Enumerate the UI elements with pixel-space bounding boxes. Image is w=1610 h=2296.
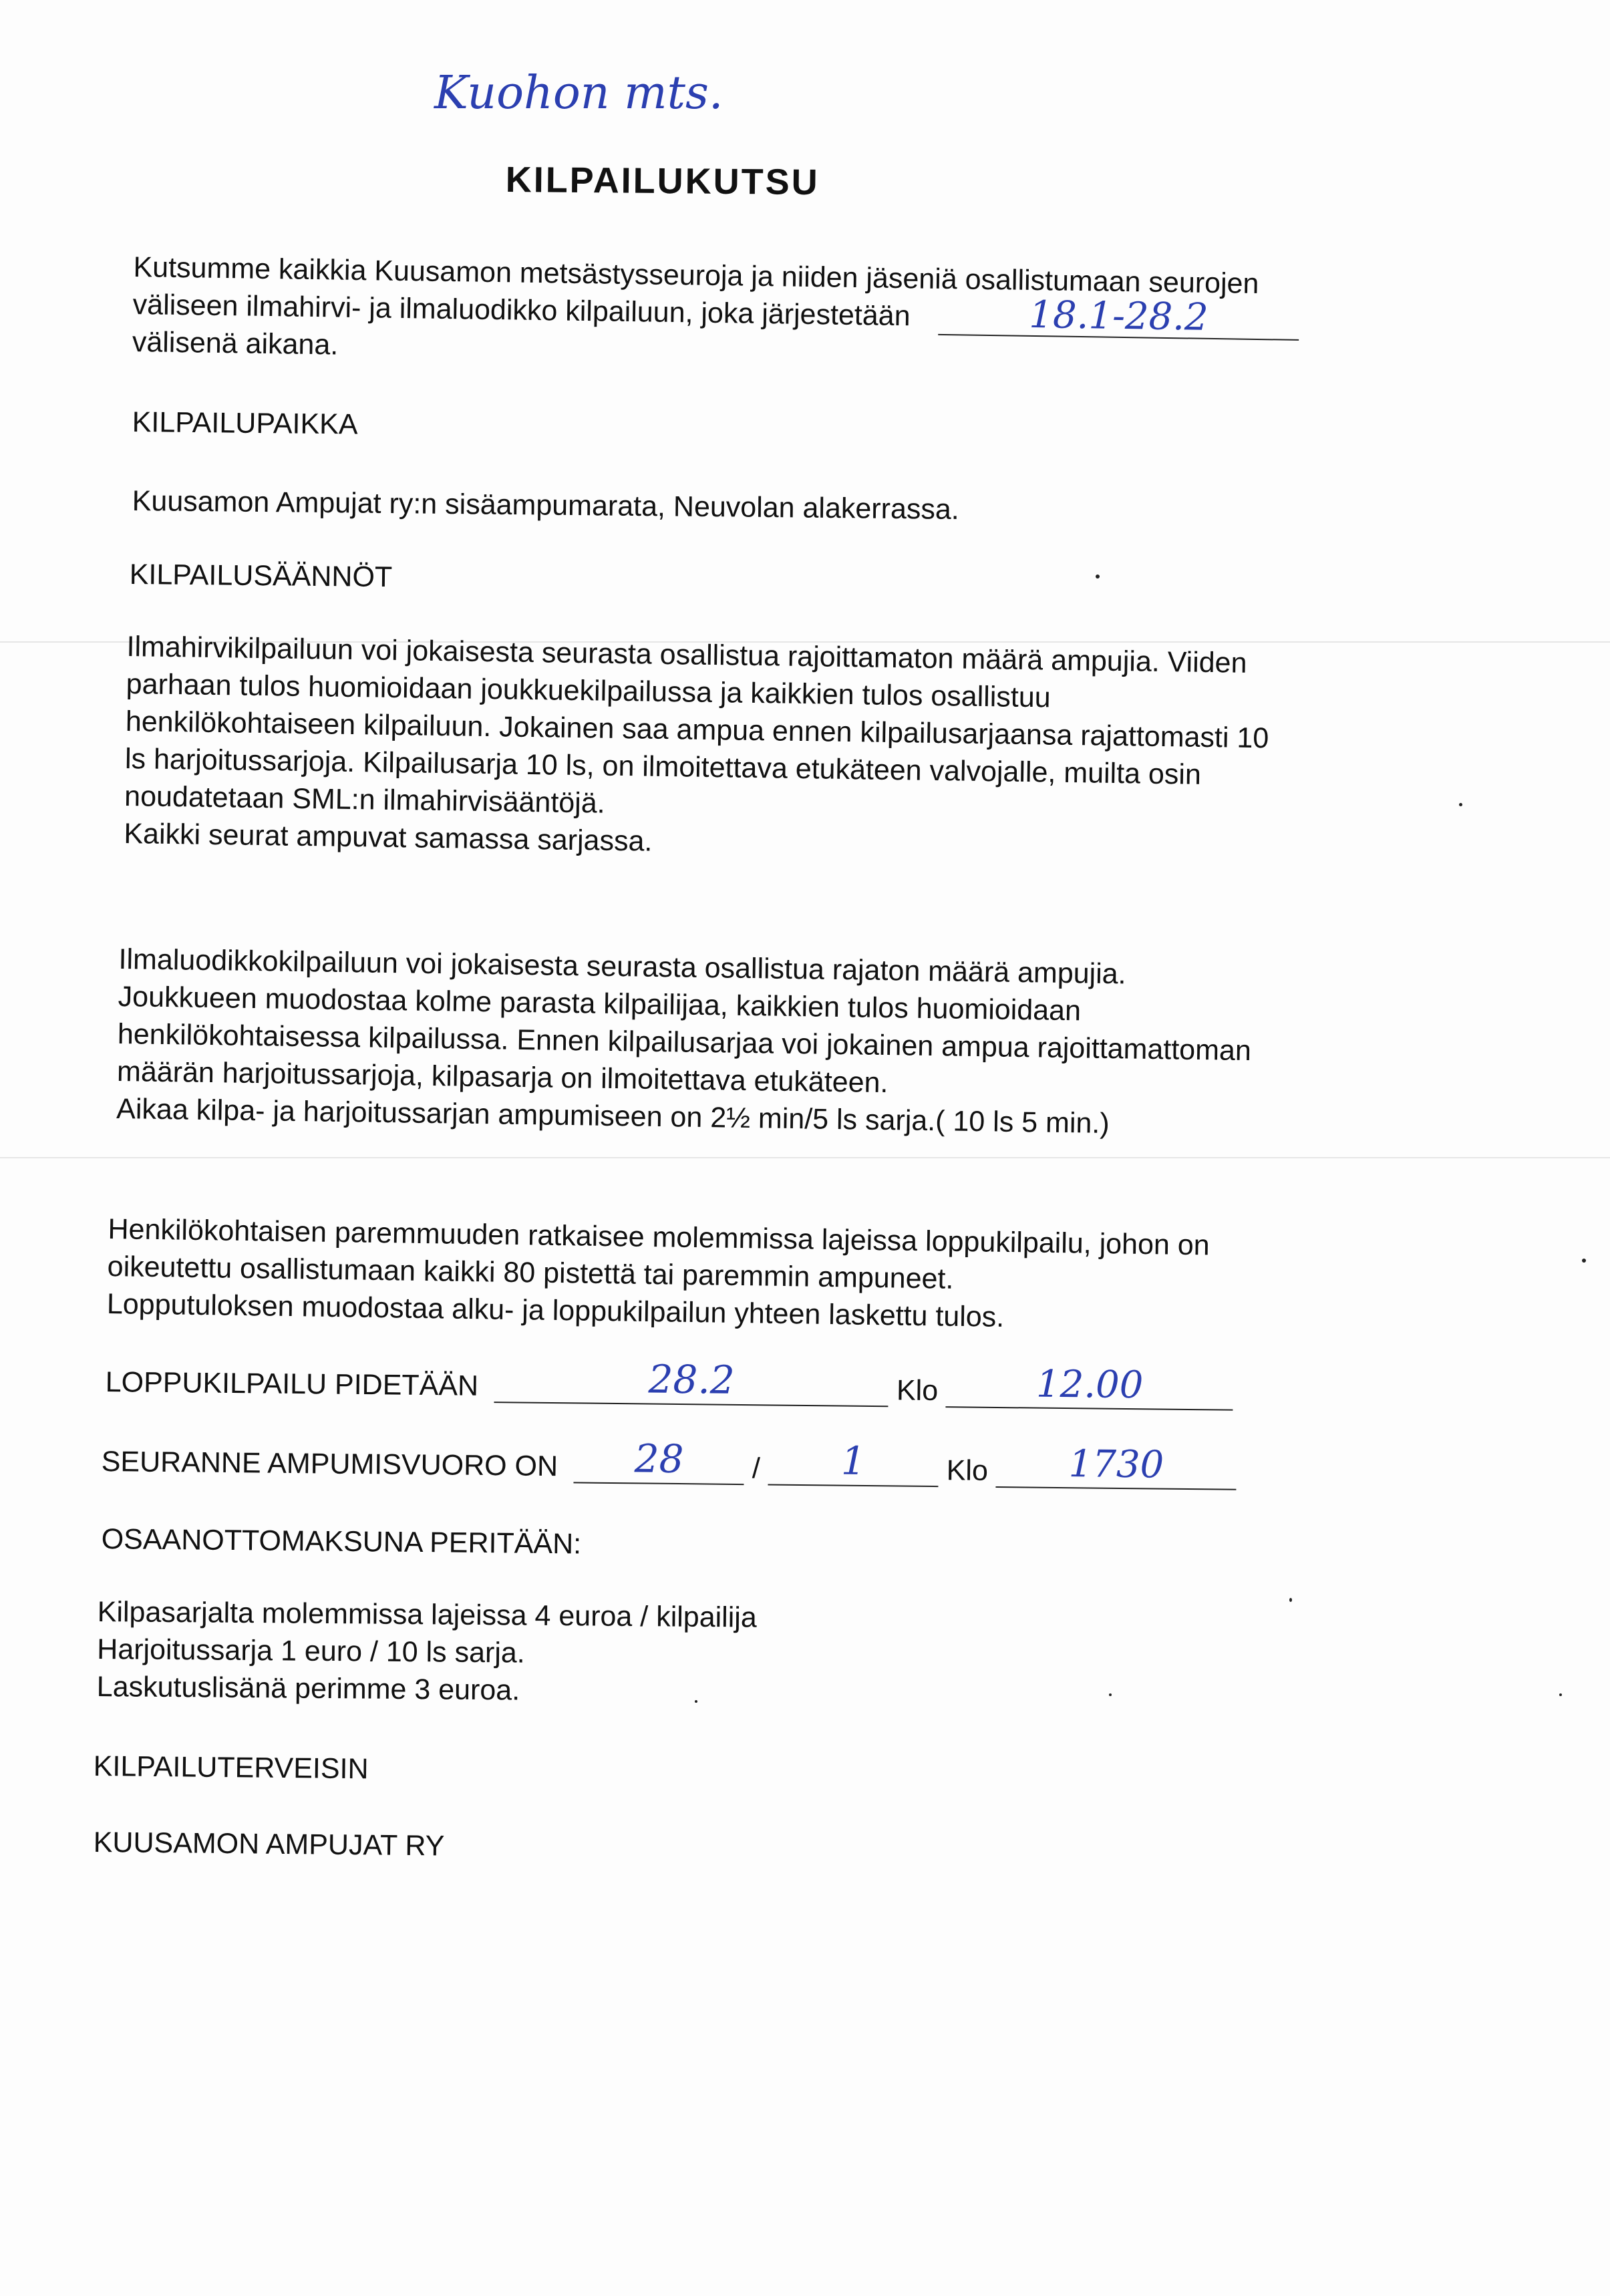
place-text: Kuusamon Ampujat ry:n sisäampumarata, Neuvolan alakerrassa. (132, 485, 959, 526)
intro-paragraph (132, 249, 1300, 378)
speck (1096, 575, 1100, 579)
rules-line: ls harjoitussarjoja. Kilpailusarja 10 ls, on ilmoitettava etukäteen valvojalle, muilta osin (124, 742, 1202, 791)
final-time-field (946, 1362, 1233, 1411)
date-range-field (938, 293, 1299, 341)
turn-time-handwritten: 1730 (1068, 1442, 1164, 1487)
speck (1582, 1259, 1586, 1263)
final-rules-paragraph (107, 1210, 1211, 1339)
rules-heading: KILPAILUSÄÄNNÖT (129, 558, 393, 594)
fees-heading: OSAANOTTOMAKSUNA PERITÄÄN: (101, 1523, 582, 1561)
fee-line: Laskutuslisänä perimme 3 euroa. (96, 1670, 520, 1707)
turn-month-field (768, 1438, 939, 1487)
final-event-label: LOPPUKILPAILU PIDETÄÄN (105, 1366, 479, 1402)
final-date-field (494, 1356, 889, 1407)
rules-line: henkilökohtaiseen kilpailuun. Jokainen saa ampua ennen kilpailusarjaansa rajattomasti 10 (125, 705, 1269, 755)
rules-line: Joukkueen muodostaa kolme parasta kilpailijaa, kaikkien tulos huomioidaan (118, 980, 1082, 1027)
rules-line: noudatetaan SML:n ilmahirvisääntöjä. (124, 780, 606, 820)
rules-line: henkilökohtaisessa kilpailussa. Ennen kilpailusarjaa voi jokainen ampua rajoittamattoman (117, 1017, 1252, 1068)
final-event-row (105, 1356, 1233, 1411)
club-turn-row (101, 1436, 1237, 1490)
rules-line: Henkilökohtaisen paremmuuden ratkaisee molemmissa lajeissa loppukilpailu, johon on (108, 1212, 1210, 1262)
rules-line: Ilmahirvikilpailuun voi jokaisesta seurasta osallistua rajoittamaton määrä ampujia. Viiden (126, 630, 1247, 679)
fees-paragraph (97, 1593, 757, 1711)
rules-line: Lopputuloksen muodostaa alku- ja loppukilpailun yhteen laskettu tulos. (106, 1287, 1005, 1333)
turn-day-handwritten: 28 (634, 1436, 684, 1482)
fold-line (0, 1157, 1610, 1158)
rules-line: määrän harjoitussarjoja, kilpasarja on ilmoitettava etukäteen. (116, 1055, 889, 1100)
intro-line: väliseen ilmahirvi- ja ilmaluodikko kilpailuun, joka järjestetään 18.1-28.2 (132, 286, 1299, 341)
rules-line: Kaikki seurat ampuvat samassa sarjassa. (124, 817, 653, 858)
speck (1459, 803, 1462, 806)
document-title: KILPAILUKUTSU (505, 159, 820, 203)
rules-hirvi-paragraph (124, 628, 1270, 869)
club-turn-label: SEURANNE AMPUMISVUORO ON (101, 1446, 558, 1483)
fee-line: Harjoitussarja 1 euro / 10 ls sarja. (97, 1633, 525, 1669)
rules-line: oikeutettu osallistumaan kaikki 80 pistettä tai paremmin ampuneet. (107, 1250, 954, 1295)
rules-luodikko-paragraph (116, 941, 1253, 1144)
klo-label: Klo (946, 1454, 989, 1487)
rules-line: Ilmaluodikkokilpailuun voi jokaisesta seurasta osallistua rajaton määrä ampujia. (118, 943, 1126, 991)
date-range-handwritten: 18.1-28.2 (1028, 293, 1209, 339)
handwritten-note: Kuohon mts. (434, 67, 723, 120)
speck (695, 1700, 697, 1703)
turn-time-field (996, 1442, 1237, 1490)
place-heading: KILPAILUPAIKKA (132, 406, 358, 441)
fee-line: Kilpasarjalta molemmissa lajeissa 4 euroa / kilpailija (97, 1595, 757, 1634)
signature: KUUSAMON AMPUJAT RY (93, 1826, 445, 1862)
final-time-handwritten: 12.00 (1035, 1362, 1144, 1408)
speck (1109, 1693, 1112, 1696)
date-separator: / (752, 1452, 761, 1485)
speck (1289, 1598, 1292, 1602)
turn-day-field (574, 1436, 744, 1485)
rules-line: Aikaa kilpa- ja harjoitussarjan ampumiseen on 2½ min/5 ls sarja.( 10 ls 5 min.) (116, 1092, 1110, 1140)
final-date-handwritten: 28.2 (648, 1356, 736, 1403)
turn-month-handwritten: 1 (840, 1438, 866, 1484)
intro-line: välisenä aikana. (132, 325, 339, 361)
intro-line: Kutsumme kaikkia Kuusamon metsästysseuroja ja niiden jäseniä osallistumaan seurojen (133, 251, 1259, 300)
closing: KILPAILUTERVEISIN (93, 1750, 369, 1786)
klo-label: Klo (896, 1374, 939, 1408)
rules-line: parhaan tulos huomioidaan joukkuekilpailussa ja kaikkien tulos osallistuu (126, 667, 1051, 714)
speck (1559, 1693, 1562, 1696)
